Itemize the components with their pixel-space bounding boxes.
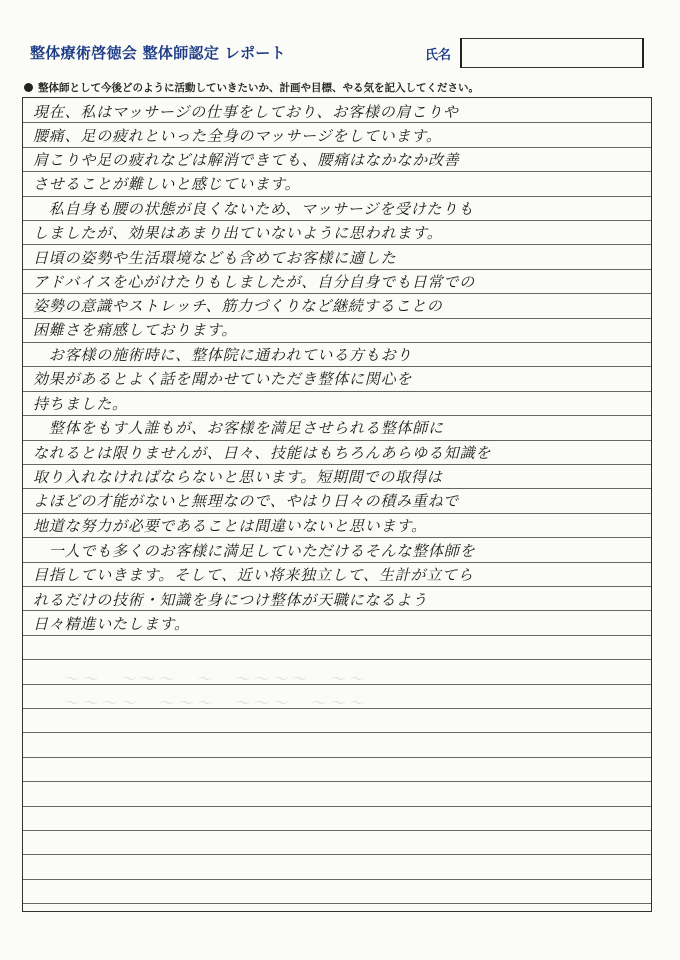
essay-line: 私自身も腰の状態が良くないため、マッサージを受けたりも — [33, 200, 474, 218]
name-field[interactable] — [460, 38, 644, 68]
essay-line: 肩こりや足の疲れなどは解消できても、腰痛はなかなか改善 — [33, 151, 460, 169]
essay-line: 日々精進いたします。 — [33, 615, 190, 633]
rule-line — [23, 879, 651, 880]
rule-line — [23, 659, 651, 660]
essay-line: なれるとは限りませんが、日々、技能はもちろんあらゆる知識を — [33, 444, 492, 462]
essay-line: お客様の施術時に、整体院に通われている方もおり — [33, 346, 413, 364]
essay-line: れるだけの技術・知識を身につけ整体が天職になるよう — [33, 591, 428, 609]
rule-line — [23, 147, 651, 148]
rule-line — [23, 854, 651, 855]
essay-line: 一人でも多くのお客様に満足していただけるそんな整体師を — [33, 542, 476, 560]
essay-line: 目指していきます。そして、近い将来独立して、生計が立てら — [33, 566, 474, 584]
rule-line — [23, 244, 651, 245]
instruction-label: 整体師として今後どのように活動していきたいか、計画や目標、やる気を記入してください。 — [38, 82, 479, 94]
rule-line — [23, 122, 651, 123]
rule-line — [23, 586, 651, 587]
rule-line — [23, 732, 651, 733]
erased-text-smudge: 〜〜〜〜 〜〜〜 〜〜〜 〜〜〜 — [63, 694, 368, 712]
rule-line — [23, 610, 651, 611]
rule-line — [23, 513, 651, 514]
rule-line — [23, 903, 651, 904]
rule-line — [23, 562, 651, 563]
essay-line: 効果があるとよく話を聞かせていただき整体に関心を — [33, 370, 413, 388]
rule-line — [23, 781, 651, 782]
erased-text-smudge: 〜〜 〜〜〜 〜 〜〜〜〜 〜〜 — [63, 670, 368, 688]
rule-line — [23, 830, 651, 831]
rule-line — [23, 806, 651, 807]
rule-line — [23, 464, 651, 465]
essay-line: 取り入れなければならないと思います。短期間での取得は — [33, 468, 443, 486]
bullet-icon — [24, 83, 33, 92]
essay-line: 持ちました。 — [33, 395, 128, 413]
essay-line: しましたが、効果はあまり出ていないように思われます。 — [33, 224, 443, 242]
writing-sheet — [22, 97, 652, 912]
name-label: 氏名 — [425, 48, 452, 63]
rule-line — [23, 391, 651, 392]
essay-line: 日頃の姿勢や生活環境なども含めてお客様に適した — [33, 249, 397, 267]
rule-line — [23, 342, 651, 343]
essay-line: 姿勢の意識やストレッチ、筋力づくりなど継続することの — [33, 297, 443, 315]
essay-line: 腰痛、足の疲れといった全身のマッサージをしています。 — [33, 127, 442, 145]
essay-line: 現在、私はマッサージの仕事をしており、お客様の肩こりや — [33, 103, 459, 121]
rule-line — [23, 440, 651, 441]
essay-line: アドバイスを心がけたりもしましたが、自分自身でも日常での — [33, 273, 475, 291]
rule-line — [23, 196, 651, 197]
rule-line — [23, 220, 651, 221]
instruction-text — [24, 80, 479, 95]
rule-line — [23, 635, 651, 636]
essay-line: 整体をもす人誰もが、お客様を満足させられる整体師に — [33, 419, 444, 437]
essay-line: 困難さを痛感しております。 — [33, 321, 238, 339]
rule-line — [23, 757, 651, 758]
essay-line: 地道な努力が必要であることは間違いないと思います。 — [33, 517, 427, 535]
page-title: 整体療術啓徳会 整体師認定 レポート — [30, 44, 286, 62]
essay-line: よほどの才能がないと無理なので、やはり日々の積み重ねで — [33, 492, 459, 510]
essay-line: させることが難しいと感じています。 — [33, 175, 301, 193]
rule-line — [23, 537, 651, 538]
rule-line — [23, 269, 651, 270]
